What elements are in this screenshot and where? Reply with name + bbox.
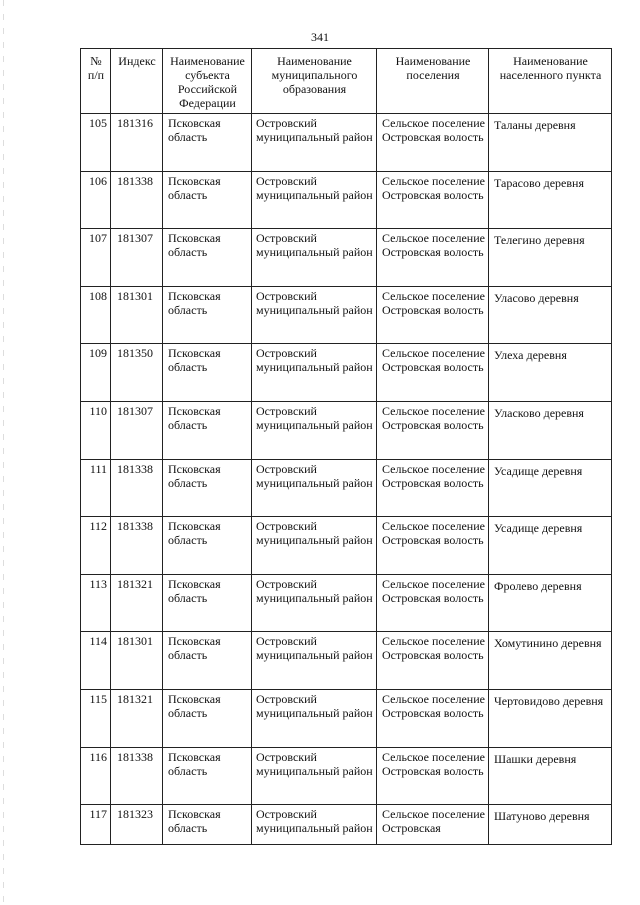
postal-index: 181338 [111, 459, 163, 517]
settlement-name: Сельское поселение Островская волость [377, 171, 489, 229]
locality-name: Усадище деревня [489, 517, 612, 575]
table-body [81, 114, 612, 845]
municipality-name: Островский муниципальный район [252, 229, 377, 287]
postal-index: 181307 [111, 401, 163, 459]
row-number: 106 [81, 171, 111, 229]
subject-name: Псковская область [163, 747, 252, 805]
settlement-name: Сельское поселение Островская волость [377, 689, 489, 747]
subject-name: Псковская область [163, 632, 252, 690]
settlement-name: Сельское поселение Островская волость [377, 286, 489, 344]
settlement-name: Сельское поселение Островская [377, 805, 489, 845]
municipality-name: Островский муниципальный район [252, 286, 377, 344]
subject-name: Псковская область [163, 114, 252, 172]
header-municipality [252, 49, 377, 114]
header-municipality-label: Наименование муниципального образования [271, 54, 358, 96]
row-number: 107 [81, 229, 111, 287]
municipality-name: Островский муниципальный район [252, 747, 377, 805]
locality-name: Чертовидово деревня [489, 689, 612, 747]
subject-name: Псковская область [163, 517, 252, 575]
locality-name: Телегино деревня [489, 229, 612, 287]
locality-name: Таланы деревня [489, 114, 612, 172]
table-header [81, 49, 612, 114]
locality-name: Шатуново деревня [489, 805, 612, 845]
table-row [81, 747, 612, 805]
settlement-name: Сельское поселение Островская волость [377, 401, 489, 459]
header-row [81, 49, 612, 114]
subject-name: Псковская область [163, 805, 252, 845]
row-number: 117 [81, 805, 111, 845]
table-row [81, 286, 612, 344]
locality-name: Усадище деревня [489, 459, 612, 517]
postal-index: 181321 [111, 574, 163, 632]
subject-name: Псковская область [163, 344, 252, 402]
subject-name: Псковская область [163, 286, 252, 344]
settlement-name: Сельское поселение Островская волость [377, 114, 489, 172]
municipality-name: Островский муниципальный район [252, 459, 377, 517]
header-number-label: № п/п [87, 54, 105, 82]
postal-index: 181338 [111, 171, 163, 229]
header-index-label: Индекс [118, 54, 156, 68]
settlement-name: Сельское поселение Островская волость [377, 517, 489, 575]
table-row [81, 574, 612, 632]
postal-index: 181321 [111, 689, 163, 747]
header-subject-label: Наименование субъекта Российской Федерации [170, 54, 245, 110]
row-number: 109 [81, 344, 111, 402]
table-row [81, 632, 612, 690]
locality-name: Уласково деревня [489, 401, 612, 459]
header-locality-label: Наименование населенного пункта [499, 54, 602, 82]
scan-edge-mark [3, 0, 4, 905]
postal-index: 181307 [111, 229, 163, 287]
municipality-name: Островский муниципальный район [252, 689, 377, 747]
postal-index: 181350 [111, 344, 163, 402]
locality-name: Фролево деревня [489, 574, 612, 632]
row-number: 112 [81, 517, 111, 575]
table-row [81, 805, 612, 845]
header-subject [163, 49, 252, 114]
municipality-name: Островский муниципальный район [252, 574, 377, 632]
row-number: 111 [81, 459, 111, 517]
municipality-name: Островский муниципальный район [252, 114, 377, 172]
row-number: 115 [81, 689, 111, 747]
settlement-name: Сельское поселение Островская волость [377, 747, 489, 805]
subject-name: Псковская область [163, 574, 252, 632]
row-number: 105 [81, 114, 111, 172]
header-settlement-label: Наименование поселения [395, 54, 471, 82]
header-locality [489, 49, 612, 114]
subject-name: Псковская область [163, 689, 252, 747]
postal-index: 181323 [111, 805, 163, 845]
table-row [81, 517, 612, 575]
table-row [81, 689, 612, 747]
settlements-table [80, 48, 612, 845]
header-index [111, 49, 163, 114]
table-row [81, 171, 612, 229]
locality-name: Шашки деревня [489, 747, 612, 805]
row-number: 108 [81, 286, 111, 344]
locality-name: Тарасово деревня [489, 171, 612, 229]
settlement-name: Сельское поселение Островская волость [377, 632, 489, 690]
page-number: 341 [311, 30, 329, 44]
locality-name: Улеха деревня [489, 344, 612, 402]
subject-name: Псковская область [163, 229, 252, 287]
locality-name: Уласово деревня [489, 286, 612, 344]
row-number: 110 [81, 401, 111, 459]
table-row [81, 459, 612, 517]
municipality-name: Островский муниципальный район [252, 805, 377, 845]
postal-index: 181301 [111, 286, 163, 344]
table-row [81, 344, 612, 402]
table-row [81, 229, 612, 287]
subject-name: Псковская область [163, 401, 252, 459]
municipality-name: Островский муниципальный район [252, 517, 377, 575]
settlement-name: Сельское поселение Островская волость [377, 574, 489, 632]
table-row [81, 401, 612, 459]
municipality-name: Островский муниципальный район [252, 401, 377, 459]
header-settlement [377, 49, 489, 114]
postal-index: 181301 [111, 632, 163, 690]
municipality-name: Островский муниципальный район [252, 632, 377, 690]
subject-name: Псковская область [163, 459, 252, 517]
header-number [81, 49, 111, 114]
row-number: 116 [81, 747, 111, 805]
postal-index: 181338 [111, 517, 163, 575]
postal-index: 181316 [111, 114, 163, 172]
postal-index: 181338 [111, 747, 163, 805]
row-number: 113 [81, 574, 111, 632]
table-row [81, 114, 612, 172]
subject-name: Псковская область [163, 171, 252, 229]
municipality-name: Островский муниципальный район [252, 344, 377, 402]
row-number: 114 [81, 632, 111, 690]
settlement-name: Сельское поселение Островская волость [377, 344, 489, 402]
settlement-name: Сельское поселение Островская волость [377, 459, 489, 517]
settlement-name: Сельское поселение Островская волость [377, 229, 489, 287]
locality-name: Хомутинино деревня [489, 632, 612, 690]
municipality-name: Островский муниципальный район [252, 171, 377, 229]
